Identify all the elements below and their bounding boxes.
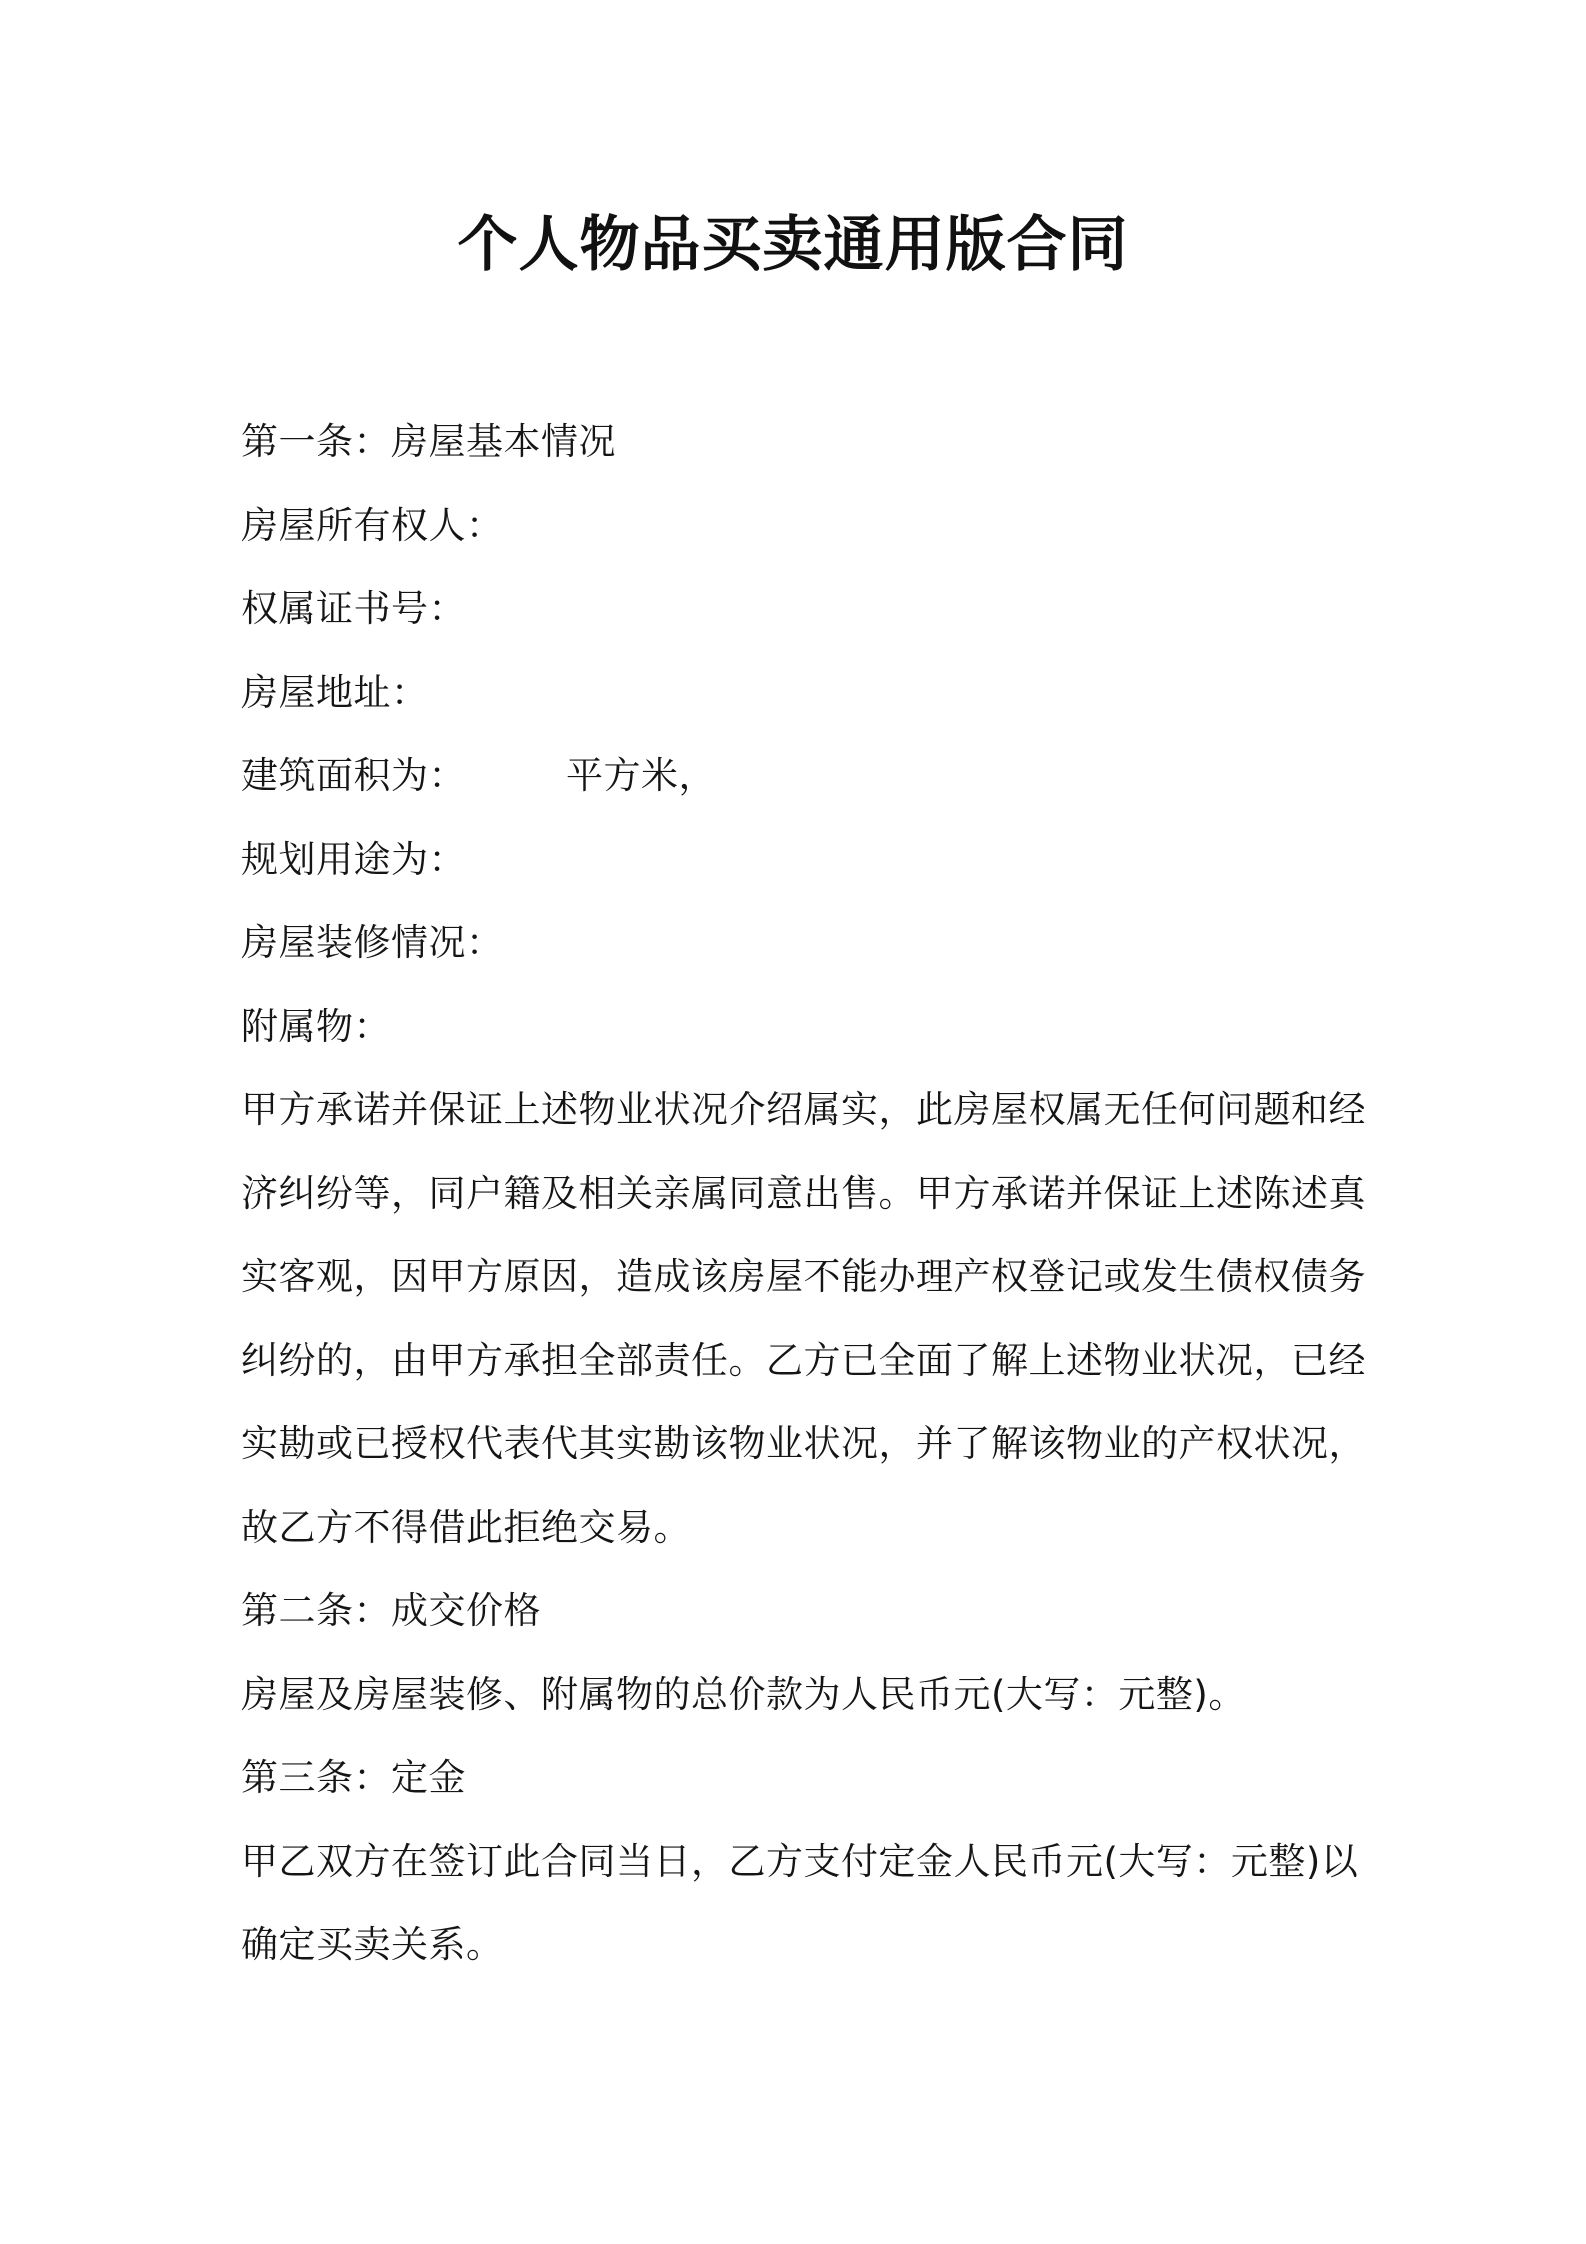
accessories-field-label: 附属物： (241, 1004, 391, 1048)
usage-field-label: 规划用途为： (241, 837, 466, 881)
owner-field-label: 房屋所有权人： (241, 503, 504, 547)
area-field-label: 建筑面积为： (241, 754, 466, 797)
article-1-paragraph-line: 实勘或已授权代表代其实勘该物业状况，并了解该物业的产权状况， (241, 1422, 1366, 1465)
article-3-paragraph-line: 甲乙双方在签订此合同当日，乙方支付定金人民币元(大写：元整)以 (241, 1839, 1359, 1883)
article-1-paragraph-line: 实客观，因甲方原因，造成该房屋不能办理产权登记或发生债权债务 (241, 1255, 1366, 1298)
article-1-paragraph-line: 甲方承诺并保证上述物业状况介绍属实，此房屋权属无任何问题和经 (241, 1088, 1366, 1131)
article-1-paragraph-line: 济纠纷等，同户籍及相关亲属同意出售。甲方承诺并保证上述陈述真 (241, 1171, 1366, 1215)
article-3-heading: 第三条：定金 (241, 1756, 466, 1799)
area-unit: 平方米， (566, 754, 716, 797)
article-2-heading: 第二条：成交价格 (241, 1589, 541, 1632)
article-2-text: 房屋及房屋装修、附属物的总价款为人民币元(大写：元整)。 (241, 1672, 1246, 1716)
article-1-paragraph-line: 故乙方不得借此拒绝交易。 (241, 1505, 691, 1549)
article-3-paragraph-line: 确定买卖关系。 (241, 1923, 504, 1966)
document-title: 个人物品买卖通用版合同 (457, 210, 1129, 280)
article-1-paragraph-line: 纠纷的，由甲方承担全部责任。乙方已全面了解上述物业状况，已经 (241, 1338, 1366, 1382)
document-body (241, 400, 1366, 1987)
article-1-heading: 第一条：房屋基本情况 (241, 420, 616, 463)
address-field-label: 房屋地址： (241, 670, 429, 714)
area-field (241, 734, 1361, 818)
certificate-field-label: 权属证书号： (241, 587, 466, 630)
decoration-field-label: 房屋装修情况： (241, 921, 504, 964)
